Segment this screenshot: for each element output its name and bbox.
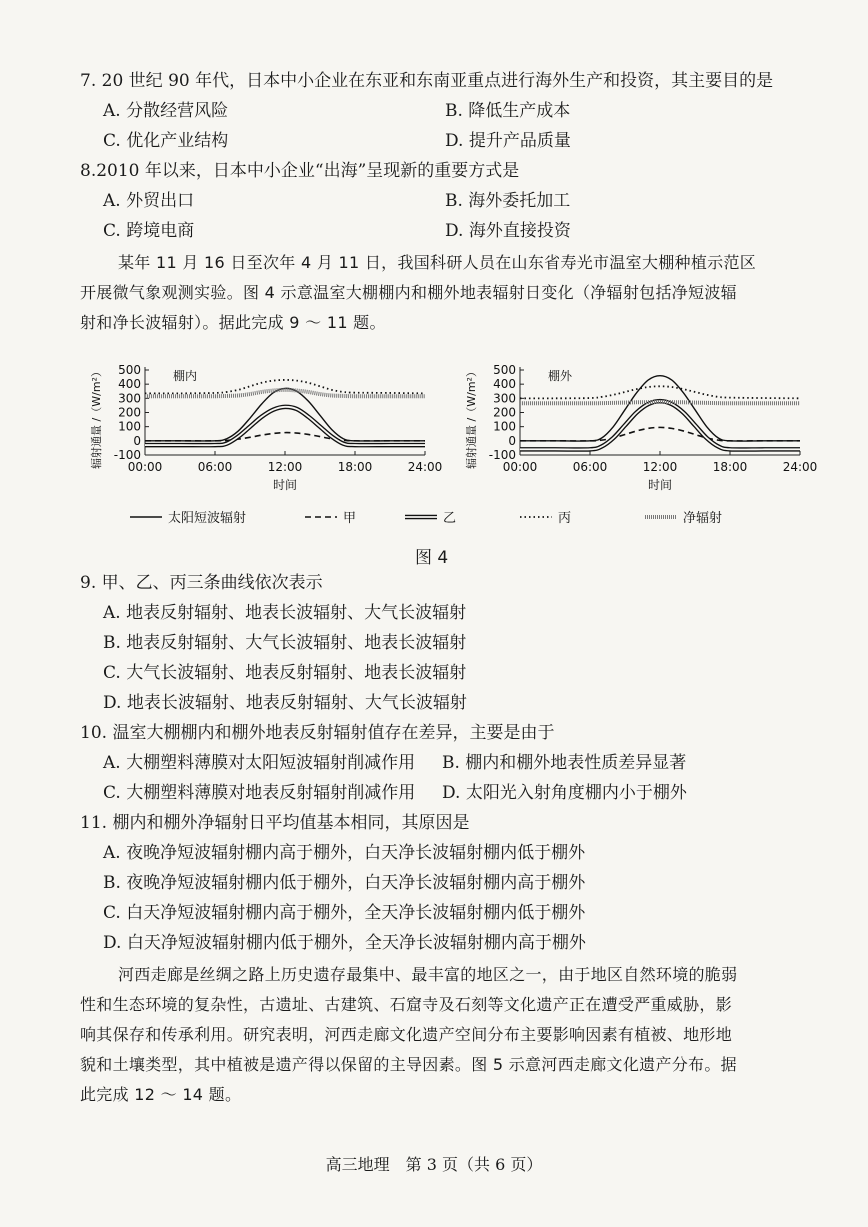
inside-x-tick-label-2: 12:00 (267, 460, 303, 474)
outside-y-tick-label-1: 400 (493, 377, 516, 392)
page-footer: 高三地理 第 3 页（共 6 页） (325, 1155, 543, 1174)
inside-series-2-inner (145, 407, 425, 445)
legend-label-4: 净辐射 (683, 511, 723, 526)
outside-x-tick-label-4: 24:00 (782, 460, 818, 474)
q8-option-b: B. 海外委托加工 (445, 191, 571, 211)
q11-option-a: A. 夜晚净短波辐射棚内高于棚外，白天净长波辐射棚内低于棚外 (103, 843, 586, 863)
q10-stem: 10. 温室大棚棚内和棚外地表反射辐射值存在差异，主要是由于 (80, 723, 555, 743)
intro2-line-3: 响其保存和传承利用。研究表明，河西走廊文化遗产空间分布主要影响因素有植被、地形地 (80, 1025, 733, 1044)
q8-option-d: D. 海外直接投资 (445, 221, 571, 241)
outside-series-3 (520, 386, 800, 398)
outside-y-tick-label-3: 200 (493, 405, 516, 420)
legend-label-2: 乙 (443, 511, 457, 526)
legend-label-0: 太阳短波辐射 (168, 511, 247, 526)
intro1-line-2: 开展微气象观测实验。图 4 示意温室大棚棚内和棚外地表辐射日变化（净辐射包括净短波辐 (80, 283, 737, 302)
q10-option-a: A. 大棚塑料薄膜对太阳短波辐射削减作用 (103, 753, 416, 773)
inside-x-tick-label-4: 24:00 (407, 460, 443, 474)
inside-series-4 (145, 390, 425, 396)
q7-option-b: B. 降低生产成本 (445, 101, 571, 121)
inside-series-2 (145, 407, 425, 445)
q10-option-c: C. 大棚塑料薄膜对地表反射辐射削减作用 (103, 783, 416, 803)
outside-title: 棚外 (548, 369, 573, 383)
outside-x-tick-label-1: 06:00 (572, 460, 608, 474)
inside-y-tick-label-1: 400 (118, 377, 141, 392)
inside-y-tick-label-4: 100 (118, 419, 141, 434)
chart-outside (464, 363, 817, 492)
outside-y-tick-label-2: 300 (493, 391, 516, 406)
outside-x-tick-label-3: 18:00 (712, 460, 748, 474)
q11-option-c: C. 白天净短波辐射棚内高于棚外，全天净长波辐射棚内低于棚外 (103, 903, 586, 923)
q8-option-a: A. 外贸出口 (103, 191, 195, 211)
q9-option-a: A. 地表反射辐射、地表长波辐射、大气长波辐射 (103, 603, 467, 623)
outside-y-tick-label-0: 500 (493, 363, 516, 377)
q10-option-b: B. 棚内和棚外地表性质差异显著 (442, 753, 687, 773)
intro1-line-3: 射和净长波辐射）。据此完成 9 ～ 11 题。 (80, 313, 386, 332)
outside-x-label: 时间 (647, 478, 673, 492)
outside-y-tick-label-6: -100 (488, 448, 516, 462)
figure-4-legend (130, 510, 722, 526)
intro2-line-2: 性和生态环境的复杂性，古遗址、古建筑、石窟寺及石刻等文化遗产正在遭受严重威胁，影 (80, 995, 733, 1014)
intro2-line-4: 貌和土壤类型，其中植被是遗产得以保留的主导因素。图 5 示意河西走廊文化遗产分布。据 (80, 1055, 737, 1074)
q7-option-c: C. 优化产业结构 (103, 131, 229, 151)
outside-series-1 (520, 427, 800, 441)
chart-inside (89, 363, 442, 492)
q8-stem: 8.2010 年以来，日本中小企业“出海”呈现新的重要方式是 (80, 161, 520, 181)
inside-x-tick-label-0: 00:00 (127, 460, 163, 474)
inside-title: 棚内 (173, 369, 198, 383)
legend-label-1: 甲 (343, 511, 357, 526)
inside-y-label: 辐射通量 /（W/m²） (90, 366, 103, 469)
intro2-line-5: 此完成 12 ～ 14 题。 (80, 1085, 242, 1104)
q7-option-d: D. 提升产品质量 (445, 131, 571, 151)
legend-label-3: 丙 (558, 511, 572, 526)
inside-y-tick-label-5: 0 (133, 433, 141, 448)
q11-option-b: B. 夜晚净短波辐射棚内低于棚外，白天净长波辐射棚内高于棚外 (103, 873, 586, 893)
inside-x-tick-label-3: 18:00 (337, 460, 373, 474)
outside-series-0 (520, 376, 800, 441)
q9-option-c: C. 大气长波辐射、地表反射辐射、地表长波辐射 (103, 663, 467, 683)
intro1-line-1: 某年 11 月 16 日至次年 4 月 11 日，我国科研人员在山东省寿光市温室大棚种植示范区 (118, 253, 757, 272)
q11-option-d: D. 白天净短波辐射棚内低于棚外，全天净长波辐射棚内高于棚外 (103, 933, 586, 953)
outside-x-tick-label-2: 12:00 (642, 460, 678, 474)
inside-x-label: 时间 (272, 478, 298, 492)
outside-y-label: 辐射通量 /（W/m²） (465, 366, 478, 469)
outside-series-2-inner (520, 401, 800, 449)
figure-4 (80, 355, 820, 535)
outside-series-4 (520, 402, 800, 403)
q10-option-d: D. 太阳光入射角度棚内小于棚外 (442, 783, 687, 803)
inside-y-tick-label-3: 200 (118, 405, 141, 420)
inside-series-1 (145, 433, 425, 441)
q11-stem: 11. 棚内和棚外净辐射日平均值基本相同，其原因是 (80, 813, 470, 833)
figure-4-caption: 图 4 (415, 548, 449, 568)
outside-x-tick-label-0: 00:00 (502, 460, 538, 474)
outside-y-tick-label-4: 100 (493, 419, 516, 434)
q7-stem: 7. 20 世纪 90 年代，日本中小企业在东亚和东南亚重点进行海外生产和投资，其主要目的是 (80, 71, 774, 91)
inside-y-tick-label-0: 500 (118, 363, 141, 377)
q9-option-b: B. 地表反射辐射、大气长波辐射、地表长波辐射 (103, 633, 467, 653)
inside-x-tick-label-1: 06:00 (197, 460, 233, 474)
q8-option-c: C. 跨境电商 (103, 221, 195, 241)
inside-y-tick-label-6: -100 (113, 448, 141, 462)
q7-option-a: A. 分散经营风险 (103, 101, 229, 121)
q9-option-d: D. 地表长波辐射、地表反射辐射、大气长波辐射 (103, 693, 467, 713)
outside-y-tick-label-5: 0 (508, 433, 516, 448)
intro2-line-1: 河西走廊是丝绸之路上历史遗存最集中、最丰富的地区之一，由于地区自然环境的脆弱 (118, 965, 738, 984)
q9-stem: 9. 甲、乙、丙三条曲线依次表示 (80, 573, 323, 593)
inside-y-tick-label-2: 300 (118, 391, 141, 406)
outside-series-2 (520, 401, 800, 449)
